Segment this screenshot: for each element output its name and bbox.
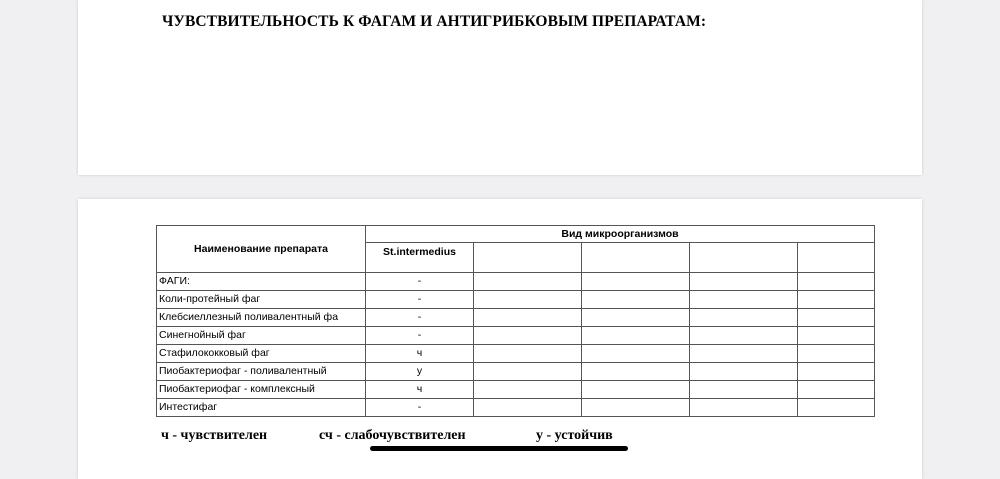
drug-name-cell: Синегнойный фаг — [157, 327, 366, 345]
result-cell: ч — [366, 381, 474, 399]
result-cell — [582, 363, 690, 381]
result-cell — [474, 309, 582, 327]
result-cell — [582, 309, 690, 327]
result-cell — [798, 273, 875, 291]
legend-weakly-sensitive: сч - слабочувствителен — [319, 428, 466, 443]
result-cell — [690, 381, 798, 399]
table-row — [157, 291, 875, 309]
result-cell — [582, 345, 690, 363]
organism-header-cell — [582, 243, 690, 273]
organism-header-cell — [690, 243, 798, 273]
result-cell: - — [366, 309, 474, 327]
phage-sensitivity-table — [156, 225, 875, 417]
table-row — [157, 345, 875, 363]
drug-name-cell: Стафилококковый фаг — [157, 345, 366, 363]
result-cell — [690, 273, 798, 291]
result-cell — [798, 345, 875, 363]
result-cell — [798, 363, 875, 381]
header-organism-group: Вид микроорганизмов — [366, 226, 875, 243]
result-cell: - — [366, 273, 474, 291]
result-cell — [690, 327, 798, 345]
table-row — [157, 273, 875, 291]
result-cell — [474, 345, 582, 363]
result-cell — [690, 291, 798, 309]
result-cell — [798, 291, 875, 309]
result-cell — [690, 399, 798, 417]
result-cell: - — [366, 327, 474, 345]
result-cell — [474, 327, 582, 345]
header-drug-name: Наименование препарата — [157, 226, 366, 273]
organism-header-cell — [474, 243, 582, 273]
result-cell — [582, 291, 690, 309]
organism-header-cell: St.intermedius — [366, 243, 474, 273]
result-cell — [474, 381, 582, 399]
result-cell — [582, 399, 690, 417]
table-row — [157, 399, 875, 417]
result-cell — [474, 399, 582, 417]
result-cell — [474, 291, 582, 309]
result-cell — [798, 327, 875, 345]
result-cell — [582, 381, 690, 399]
drug-name-cell: Клебсиеллезный поливалентный фа — [157, 309, 366, 327]
drug-name-cell: Пиобактериофаг - поливалентный — [157, 363, 366, 381]
drug-name-cell: Интестифаг — [157, 399, 366, 417]
result-cell — [474, 273, 582, 291]
table-row — [157, 309, 875, 327]
result-cell — [582, 273, 690, 291]
result-cell — [582, 327, 690, 345]
result-cell: ч — [366, 345, 474, 363]
result-cell — [798, 309, 875, 327]
document-page-2 — [78, 199, 922, 479]
table-header-row — [157, 226, 875, 243]
drug-name-cell: Пиобактериофаг - комплексный — [157, 381, 366, 399]
result-cell — [690, 345, 798, 363]
home-indicator[interactable] — [370, 446, 628, 451]
legend-sensitive: ч - чувствителен — [161, 428, 268, 443]
legend-resistant: у - устойчив — [536, 428, 613, 443]
table-row — [157, 327, 875, 345]
section-title: ЧУВСТВИТЕЛЬНОСТЬ К ФАГАМ И АНТИГРИБКОВЫМ ПРЕПАРАТАМ: — [162, 13, 707, 30]
table-row — [157, 363, 875, 381]
drug-name-cell: Коли-протейный фаг — [157, 291, 366, 309]
organism-header-cell — [798, 243, 875, 273]
result-cell — [798, 381, 875, 399]
result-cell — [690, 309, 798, 327]
table-row — [157, 381, 875, 399]
result-cell — [798, 399, 875, 417]
document-page-1 — [78, 0, 922, 175]
result-cell — [690, 363, 798, 381]
result-cell: - — [366, 291, 474, 309]
result-cell: - — [366, 399, 474, 417]
drug-name-cell: ФАГИ: — [157, 273, 366, 291]
result-cell — [474, 363, 582, 381]
result-cell: у — [366, 363, 474, 381]
